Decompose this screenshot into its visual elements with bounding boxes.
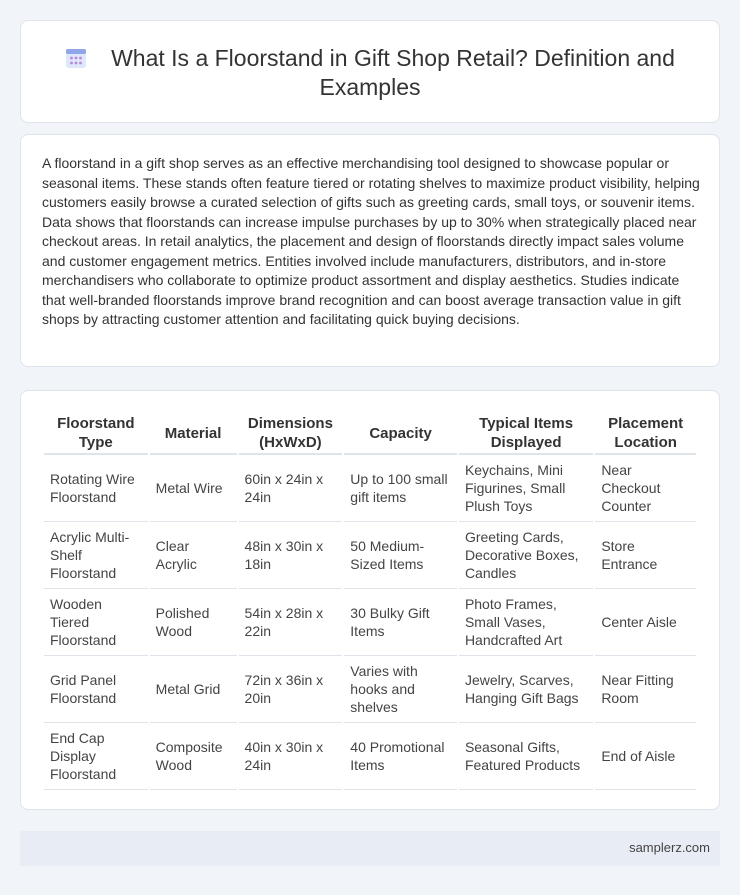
- cell-material: Composite Wood: [150, 723, 237, 790]
- intro-paragraph: A floorstand in a gift shop serves as an effective merchandising tool designed to showcase popular or seasonal items. These stands often feature tiered or rotating shelves to maximize product visibility, helping customers easily browse a curated selection of gifts such as greeting cards, small toys, or souvenir items. Data shows that floorstands can increase impulse purchases by up to 30% when strategically placed near checkout areas. In retail analytics, the placement and design of floorstands directly impact sales volume and customer engagement metrics. Entities involved include manufacturers, distributors, and in-store merchandisers who collaborate to optimize product assortment and display aesthetics. Studies indicate that well-branded floorstands improve brand recognition and can boost average transaction value in gift shops by attracting customer attention and facilitating quick buying decisions.: [42, 155, 700, 327]
- cell-capacity: Up to 100 small gift items: [344, 455, 457, 522]
- header-floorstand-type: Floorstand Type: [44, 413, 148, 455]
- header-capacity: Capacity: [344, 413, 457, 455]
- cell-placement: Store Entrance: [595, 522, 696, 589]
- cell-type: Rotating Wire Floorstand: [44, 455, 148, 522]
- cell-type: End Cap Display Floorstand: [44, 723, 148, 790]
- title-line-1: What Is a Floorstand in Gift Shop Retail? Definition and: [111, 45, 675, 71]
- cell-dimensions: 60in x 24in x 24in: [239, 455, 343, 522]
- table-row: [44, 522, 696, 589]
- table-row: [44, 455, 696, 522]
- cell-capacity: 40 Promotional Items: [344, 723, 457, 790]
- cell-capacity: 30 Bulky Gift Items: [344, 589, 457, 656]
- cell-placement: Near Fitting Room: [595, 656, 696, 723]
- cell-material: Metal Wire: [150, 455, 237, 522]
- header-typical-items: Typical Items Displayed: [459, 413, 593, 455]
- cell-type: Wooden Tiered Floorstand: [44, 589, 148, 656]
- cell-placement: Center Aisle: [595, 589, 696, 656]
- title-card: [20, 20, 720, 123]
- table-row: [44, 723, 696, 790]
- cell-dimensions: 40in x 30in x 24in: [239, 723, 343, 790]
- cell-dimensions: 72in x 36in x 20in: [239, 656, 343, 723]
- header-placement: Placement Location: [595, 413, 696, 455]
- cell-items: Jewelry, Scarves, Hanging Gift Bags: [459, 656, 593, 723]
- cell-dimensions: 54in x 28in x 22in: [239, 589, 343, 656]
- title-line-2: Examples: [319, 74, 421, 100]
- calendar-grid-icon: [65, 47, 87, 69]
- cell-type: Acrylic Multi-Shelf Floorstand: [44, 522, 148, 589]
- cell-items: Greeting Cards, Decorative Boxes, Candles: [459, 522, 593, 589]
- footer: [20, 831, 720, 866]
- cell-material: Polished Wood: [150, 589, 237, 656]
- cell-placement: Near Checkout Counter: [595, 455, 696, 522]
- floorstand-table: [42, 413, 698, 790]
- cell-capacity: Varies with hooks and shelves: [344, 656, 457, 723]
- cell-items: Photo Frames, Small Vases, Handcrafted Art: [459, 589, 593, 656]
- header-material: Material: [150, 413, 237, 455]
- cell-placement: End of Aisle: [595, 723, 696, 790]
- page-title: [21, 44, 719, 102]
- cell-material: Metal Grid: [150, 656, 237, 723]
- cell-items: Seasonal Gifts, Featured Products: [459, 723, 593, 790]
- table-header-row: [44, 413, 696, 455]
- table-card: [20, 390, 720, 810]
- cell-dimensions: 48in x 30in x 18in: [239, 522, 343, 589]
- table-row: [44, 589, 696, 656]
- cell-capacity: 50 Medium-Sized Items: [344, 522, 457, 589]
- footer-site-link[interactable]: samplerz.com: [629, 840, 710, 855]
- cell-type: Grid Panel Floorstand: [44, 656, 148, 723]
- table-row: [44, 656, 696, 723]
- header-dimensions: Dimensions (HxWxD): [239, 413, 343, 455]
- intro-card: [20, 134, 720, 367]
- cell-material: Clear Acrylic: [150, 522, 237, 589]
- cell-items: Keychains, Mini Figurines, Small Plush Toys: [459, 455, 593, 522]
